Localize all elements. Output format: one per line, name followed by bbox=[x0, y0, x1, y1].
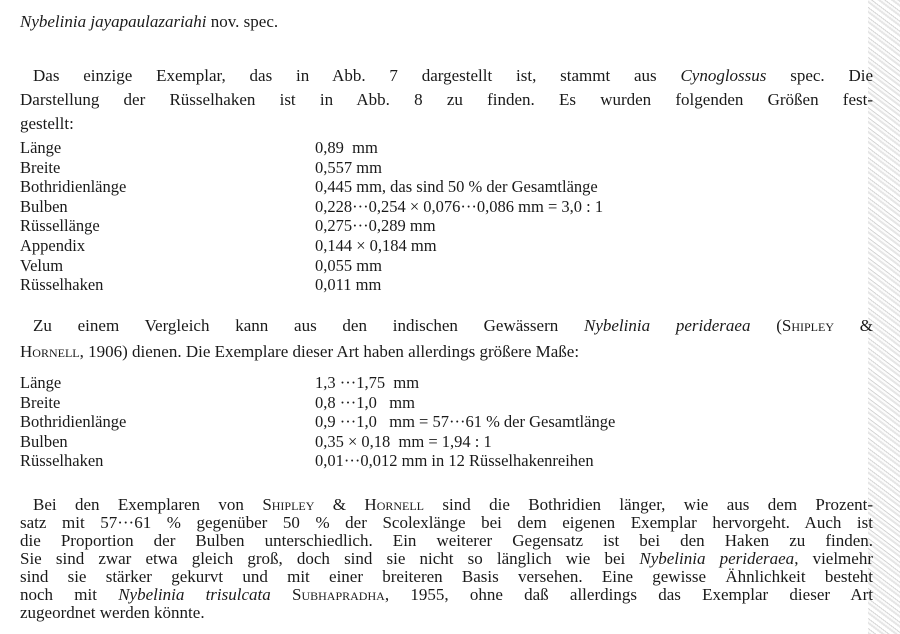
measurement-label: Breite bbox=[20, 392, 61, 412]
measurement-label: Bulben bbox=[20, 196, 68, 216]
measurement-row bbox=[20, 197, 603, 217]
measurement-value: 0,01···0,012 mm in 12 Rüsselhakenreihen bbox=[315, 451, 594, 471]
text-line: Zu einem Vergleich kann aus den indischen Gewässern Nybelinia perideraea (Shipley & bbox=[33, 316, 873, 335]
measurement-value: 0,9 ···1,0 mm = 57···61 % der Gesamtlänge bbox=[315, 412, 616, 432]
measurement-label: Rüssellänge bbox=[20, 216, 100, 236]
measurement-value: 0,557 mm bbox=[315, 157, 382, 177]
measurement-row bbox=[20, 373, 615, 393]
measurement-value: 0,228···0,254 × 0,076···0,086 mm = 3,0 : 1 bbox=[315, 196, 604, 216]
text-line: Darstellung der Rüsselhaken ist in Abb. 8 zu finden. Es wurden folgenden Größen fest- bbox=[20, 90, 873, 109]
text-line: Sie sind zwar etwa gleich groß, doch sind sie nicht so länglich wie bei Nybelinia perideraea, vielmehr bbox=[20, 549, 873, 568]
measurement-label: Appendix bbox=[20, 235, 86, 255]
measurement-table-2 bbox=[20, 373, 615, 471]
measurement-value: 0,445 mm, das sind 50 % der Gesamtlänge bbox=[315, 177, 598, 197]
measurement-value: 0,011 mm bbox=[315, 275, 382, 295]
measurement-row bbox=[20, 393, 615, 413]
measurement-value: 0,89 mm bbox=[315, 138, 378, 157]
measurement-value: 0,144 × 0,184 mm bbox=[315, 235, 437, 255]
measurement-label: Rüsselhaken bbox=[20, 275, 104, 295]
measurement-value: 0,35 × 0,18 mm = 1,94 : 1 bbox=[315, 431, 492, 451]
species-heading bbox=[20, 12, 278, 32]
measurement-label: Rüsselhaken bbox=[20, 451, 104, 471]
measurement-value: 0,8 ···1,0 mm bbox=[315, 392, 415, 412]
measurement-label: Breite bbox=[20, 157, 61, 177]
measurement-label: Bulben bbox=[20, 431, 68, 451]
measurement-row bbox=[20, 451, 615, 471]
measurement-value: 0,055 mm bbox=[315, 255, 382, 275]
measurement-row bbox=[20, 216, 603, 236]
text-line: zugeordnet werden könnte. bbox=[20, 603, 205, 622]
measurement-label: Bothridienlänge bbox=[20, 177, 127, 197]
text-line: Hornell, 1906) dienen. Die Exemplare dieser Art haben allerdings größere Maße: bbox=[20, 342, 580, 361]
heading-suffix: nov. spec. bbox=[206, 12, 279, 31]
species-name: Nybelinia jayapaulazariahi bbox=[20, 12, 207, 31]
text-line: Das einzige Exemplar, das in Abb. 7 dargestellt ist, stammt aus Cynoglossus spec. Die bbox=[33, 66, 873, 85]
text-line: die Proportion der Bulben unterschiedlich. Ein weiterer Gegensatz ist bei den Haken zu finden. bbox=[20, 531, 873, 550]
text-line: gestellt: bbox=[20, 114, 74, 133]
measurement-label: Länge bbox=[20, 138, 62, 157]
measurement-row bbox=[20, 158, 603, 178]
measurement-row bbox=[20, 236, 603, 256]
measurement-row bbox=[20, 275, 603, 295]
text-line: Bei den Exemplaren von Shipley & Hornell sind die Bothridien länger, wie aus dem Prozent- bbox=[33, 495, 874, 514]
measurement-label: Länge bbox=[20, 373, 62, 392]
measurement-value: 0,275···0,289 mm bbox=[315, 216, 436, 236]
measurement-row bbox=[20, 412, 615, 432]
text-line: sind sie stärker gekurvt und mit einer breiteren Basis versehen. Eine gewisse Ähnlichkeit besteht bbox=[20, 567, 873, 586]
text-line: noch mit Nybelinia trisulcata Subhapradha, 1955, ohne daß allerdings das Exemplar dieser Art bbox=[20, 585, 873, 604]
measurement-value: 1,3 ···1,75 mm bbox=[315, 373, 420, 392]
measurement-row bbox=[20, 256, 603, 276]
measurement-row bbox=[20, 432, 615, 452]
measurement-label: Bothridienlänge bbox=[20, 412, 127, 432]
measurement-table-1 bbox=[20, 138, 603, 295]
measurement-row bbox=[20, 177, 603, 197]
text-line: satz mit 57···61 % gegenüber 50 % der Scolexlänge bei dem eigenen Exemplar hervorgeht. Auch ist bbox=[20, 513, 873, 532]
measurement-label: Velum bbox=[20, 255, 64, 275]
measurement-row bbox=[20, 138, 603, 158]
